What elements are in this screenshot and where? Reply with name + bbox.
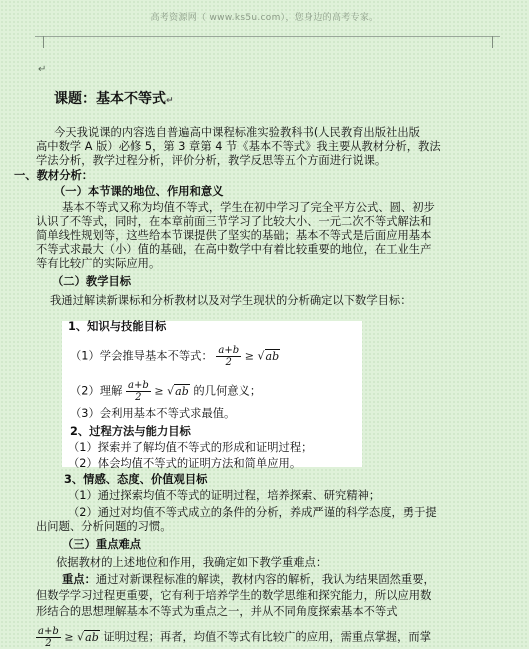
intro-line: 学法分析，教学过程分析，评价分析，教学反思等五个方面进行说课。 [36,154,387,167]
body-line: 形结合的思想理解基本不等式为重点之一，并从不同角度探索基本不等式 [36,605,398,618]
margin-corner-mark [35,36,44,48]
subsection-heading: （三）重点难点 [62,538,142,551]
body-line: 重点：通过对新课程标准的解读，教材内容的解析，我认为结果固然重要， [62,573,435,586]
goal-heading: 1、知识与技能目标 [68,320,167,333]
section-heading: 一、教材分析： [14,169,94,182]
fraction: $\frac{a+b}{2}$ [38,626,59,649]
body-line: 简单线性规划等，这些给本节课提供了坚实的基础；基本不等式是后面应用基本 [36,229,432,242]
body-line: 我通过解读新课标和分析教材以及对学生现状的分析确定以下数学目标： [50,294,412,307]
goal-item: （1）探索并了解均值不等式的形成和证明过程； [68,441,313,454]
body-line: 依据教材的上述地位和作用，我确定如下教学重难点： [56,556,328,569]
goal-item: （2）体会均值不等式的证明方法和简单应用。 [68,457,302,470]
margin-corner-mark [492,36,501,48]
goal-heading: 3、情感、态度、价值观目标 [64,473,208,486]
goal-heading: 2、过程方法与能力目标 [70,425,191,438]
goal-item: （2）通过对均值不等式成立的条件的分析，养成严谨的科学态度，勇于提 [68,506,437,519]
fraction: $\frac{a+b}{2}$ [127,380,149,403]
body-line: 基本不等式又称为均值不等式，学生在初中学习了完全平方公式、圆、初步 [62,201,435,214]
page-title: 课题：基本不等式↵ [54,91,174,107]
body-line: 但数学学习过程更重要，它有利于培养学生的数学思维和探究能力，所以应用数 [36,589,432,602]
paragraph-mark: ↵ [38,64,47,75]
goal-item: （2）理解 $\frac{a+b}{2}$ ≥ √ab 的几何意义； [70,380,262,403]
goal-item: 出问题、分析问题的习惯。 [36,520,172,533]
body-line: 等有比较广的实际应用。 [36,257,161,270]
intro-line: 今天我说课的内容选自普遍高中课程标准实验教科书(人民教育出版社出版 [54,126,420,139]
header-rule [35,36,500,37]
page-header: 高考资源网（ www.ks5u.com），您身边的高考专家。 [150,13,379,23]
body-line: 认识了不等式，同时，在本章前面三节学习了比较大小、一元二次不等式解法和 [36,215,432,228]
body-line: 不等式求最大（小）值的基础，在高中数学中有着比较重要的地位，在工业生产 [36,243,432,256]
subsection-heading: （二）教学目标 [52,275,132,288]
intro-line: 高中数学 A 版）必修 5，第 3 章第 4 节《基本不等式》我主要从教材分析，教法 [36,140,441,153]
fraction: $\frac{a+b}{2}$ [218,345,240,368]
goal-item: （3）会利用基本不等式求最值。 [70,407,236,420]
goal-item: （1）学会推导基本不等式： $\frac{a+b}{2}$ ≥ √ab [70,345,280,368]
subsection-heading: （一）本节课的地位、作用和意义 [54,185,224,198]
body-line: $\frac{a+b}{2}$ ≥ √ab 证明过程；再者，均值不等式有比较广的应用，需重点掌握，而掌 [38,626,431,649]
goal-item: （1）通过探索均值不等式的证明过程，培养探索、研究精神； [68,489,381,502]
